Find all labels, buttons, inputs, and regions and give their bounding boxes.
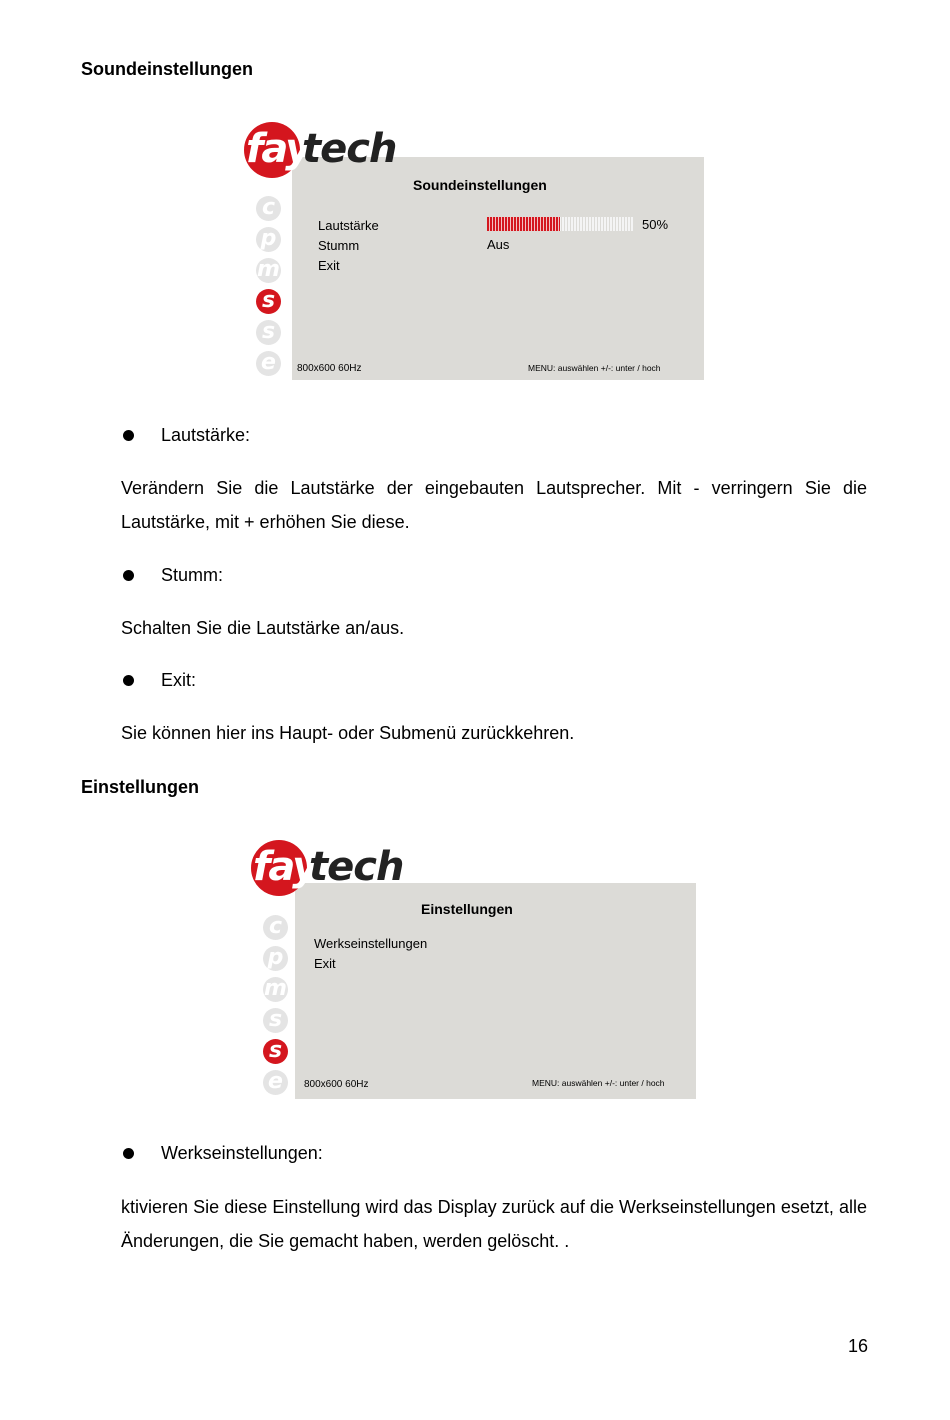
color-menu-icon: c bbox=[256, 196, 281, 221]
osd-item-mute: Stumm bbox=[318, 238, 360, 253]
picture-menu-icon: p bbox=[256, 227, 281, 252]
bullet-dot bbox=[123, 430, 134, 441]
osd-item-exit: Exit bbox=[314, 956, 336, 971]
bullet-label: Exit: bbox=[161, 670, 197, 690]
volume-bar bbox=[487, 217, 633, 231]
exit-menu-icon: e bbox=[263, 1070, 288, 1095]
bullet-dot bbox=[123, 675, 134, 686]
settings-menu-icon: s bbox=[263, 1039, 288, 1064]
paragraph-mute: Schalten Sie die Lautstärke an/aus. bbox=[121, 618, 405, 638]
color-menu-icon: c bbox=[263, 915, 288, 940]
osd-resolution: 800x600 60Hz bbox=[297, 363, 362, 374]
misc-menu-icon: m bbox=[264, 976, 287, 1001]
osd-hint: MENU: auswählen +/-: unter / hoch bbox=[528, 363, 661, 373]
volume-bar-fill bbox=[487, 217, 560, 231]
bullet-label: Stumm: bbox=[161, 565, 224, 585]
misc-menu-icon: m bbox=[257, 257, 280, 282]
picture-menu-icon: p bbox=[263, 946, 288, 971]
bullet-dot bbox=[123, 1148, 134, 1159]
osd-hint: MENU: auswählen +/-: unter / hoch bbox=[532, 1078, 665, 1088]
osd-item-volume: Lautstärke bbox=[318, 218, 379, 233]
osd-item-factory-reset: Werkseinstellungen bbox=[314, 936, 428, 951]
bullet-label: Werkseinstellungen: bbox=[161, 1143, 323, 1163]
section-heading-settings: Einstellungen bbox=[81, 777, 200, 797]
section-heading-sound: Soundeinstellungen bbox=[81, 59, 254, 79]
paragraph-exit: Sie können hier ins Haupt- oder Submenü zurückkehren. bbox=[121, 723, 575, 743]
settings-menu-icon: s bbox=[256, 320, 281, 345]
bullet-label: Lautstärke: bbox=[161, 425, 251, 445]
osd-settings-screenshot: fay tech c p m s s e Einstellungen Werkseinstellungen Exit 800x600 60Hz MENU: auswählen +/-: unter / hoch bbox=[251, 840, 699, 1102]
osd-title: Soundeinstellungen bbox=[413, 177, 547, 193]
osd-title: Einstellungen bbox=[421, 901, 513, 917]
osd-item-exit: Exit bbox=[318, 258, 340, 273]
paragraph-volume: Verändern Sie die Lautstärke der eingebauten Lautsprecher. Mit - verringern Sie die Lautstärke, mit + erhöhen Sie diese. bbox=[121, 478, 867, 532]
paragraph-factory-reset: ktivieren Sie diese Einstellung wird das Display zurück auf die Werkseinstellungen esetzt, alle Änderungen, die Sie gemacht haben, werden gelöscht. . bbox=[121, 1197, 867, 1251]
sound-menu-icon: s bbox=[263, 1008, 288, 1033]
volume-value: 50% bbox=[642, 217, 669, 232]
mute-value: Aus bbox=[487, 237, 510, 252]
sound-menu-icon: s bbox=[256, 289, 281, 314]
bullet-dot bbox=[123, 570, 134, 581]
osd-sound-screenshot: fay tech c p m s s e Soundeinstellungen Lautstärke Stumm Exit 50% Aus 800x600 60Hz MENU: auswählen +/-: unter / hoch bbox=[244, 122, 706, 382]
osd-resolution: 800x600 60Hz bbox=[304, 1079, 369, 1090]
page-number: 16 bbox=[848, 1336, 869, 1356]
exit-menu-icon: e bbox=[256, 351, 281, 376]
